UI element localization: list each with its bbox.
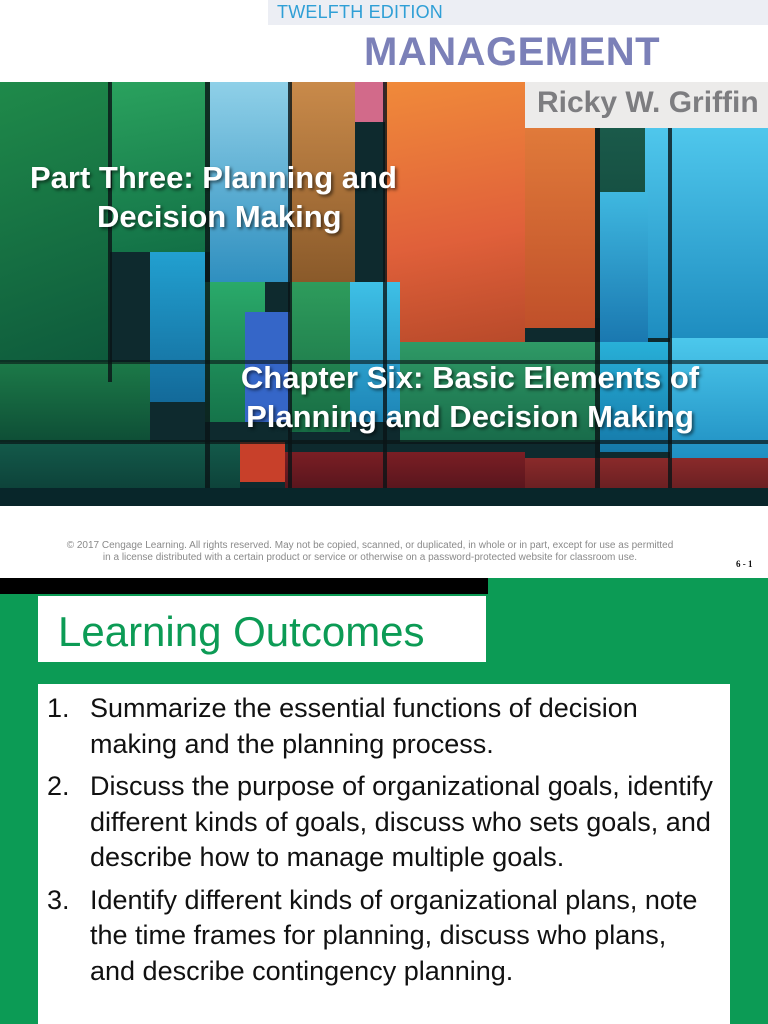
list-item <box>47 691 717 762</box>
stained-glass-image <box>0 82 768 506</box>
part-title-line2: Decision Making <box>97 199 342 234</box>
edition-label: TWELFTH EDITION <box>277 2 443 22</box>
chapter-title-line1: Chapter Six: Basic Elements of <box>240 360 700 395</box>
list-item-number: 2. <box>47 771 70 801</box>
learning-outcomes-slide <box>0 578 768 1024</box>
list-item-text: Discuss the purpose of organizational goals, identify different kinds of goals, discuss who sets goals, and describe how to manage multiple goals. <box>90 771 713 872</box>
list-item-number: 1. <box>47 693 70 723</box>
chapter-title-line2: Planning and Decision Making <box>246 399 694 434</box>
copyright-notice <box>30 540 710 564</box>
list-item-text: Identify different kinds of organizational plans, note the time frames for planning, discuss who plans, and describe contingency planning. <box>90 884 698 986</box>
chapter-title <box>200 358 740 436</box>
list-item <box>47 883 717 990</box>
outcomes-list <box>47 691 717 996</box>
author-name: Ricky W. Griffin <box>537 86 759 119</box>
part-title <box>30 158 470 236</box>
book-title: MANAGEMENT <box>364 30 661 74</box>
slide-title: Learning Outcomes <box>58 608 425 655</box>
copyright-line2: in a license distributed with a certain product or service or otherwise on a password-protected website for classroom use. <box>102 552 638 563</box>
top-bar <box>0 578 488 594</box>
list-item <box>47 769 717 876</box>
page-number: 6 - 1 <box>736 559 753 569</box>
copyright-line1: © 2017 Cengage Learning. All rights reserved. May not be copied, scanned, or duplicated, in whole or in part, except for use as permitted <box>66 540 674 551</box>
list-item-number: 3. <box>47 884 70 915</box>
list-item-text: Summarize the essential functions of decision making and the planning process. <box>90 693 638 759</box>
part-title-line1: Part Three: Planning and <box>30 160 397 195</box>
